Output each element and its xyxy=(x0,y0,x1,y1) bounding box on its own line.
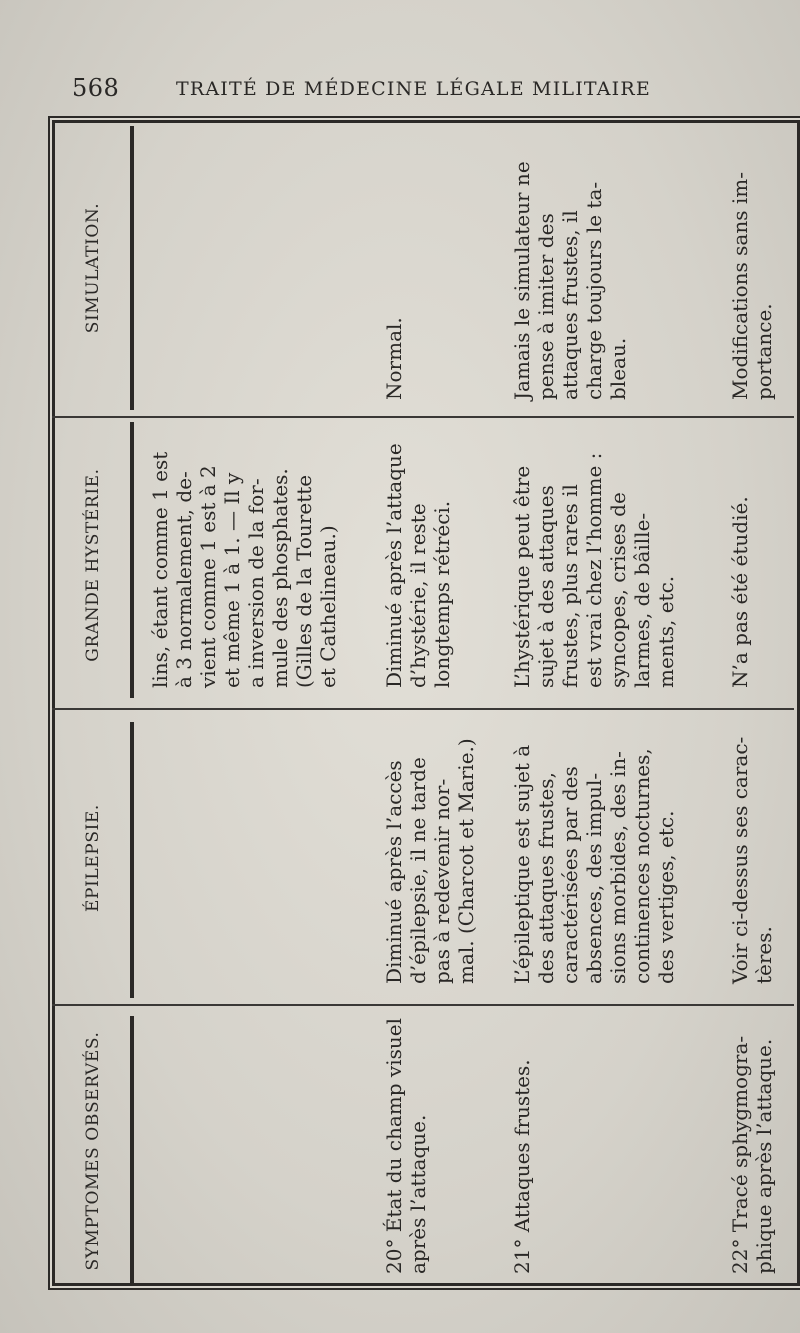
column-header-epilepsie: ÉPILEPSIE. xyxy=(83,804,103,912)
hysterie-cell: N’a pas été étudié. xyxy=(728,496,752,688)
symptom-cell: 21° Attaques frustes. xyxy=(510,1059,534,1274)
page-number: 568 xyxy=(72,74,120,102)
epilepsie-cell: L’épileptique est sujet à des attaques frustes, caractérisées par des absences, des impul- sions morbides, des in- continences nocturnes, des vertiges, etc. xyxy=(510,744,678,984)
header-rule xyxy=(130,422,134,698)
simulation-cell: Normal. xyxy=(382,317,406,400)
column-header-hysterie: GRANDE HYSTÉRIE. xyxy=(83,468,103,662)
symptom-cell: 20° État du champ visuel après l’attaque. xyxy=(382,1017,430,1274)
header-rule xyxy=(130,722,134,998)
column-header-simulation: SIMULATION. xyxy=(83,202,103,334)
hysterie-cell: Diminué après l’attaque d’hystérie, il reste longtemps rétréci. xyxy=(382,443,454,688)
symptom-cell: 22° Tracé sphygmogra- phique après l’attaque. xyxy=(728,1035,776,1274)
column-divider xyxy=(52,1004,794,1006)
column-divider xyxy=(52,416,794,418)
rotated-table xyxy=(52,120,800,1286)
header-rule xyxy=(130,1016,134,1286)
epilepsie-cell: Diminué après l’accès d’épilepsie, il ne tarde pas à redevenir nor- mal. (Charcot et Marie.) xyxy=(382,738,478,984)
simulation-cell: Modifications sans im- portance. xyxy=(728,172,776,400)
simulation-cell: Jamais le simulateur ne pense à imiter des attaques frustes, il charge toujours le ta- bleau. xyxy=(510,161,630,400)
epilepsie-cell: Voir ci-dessus ses carac- tères. xyxy=(728,736,776,984)
hysterie-cell: L’hystérique peut être sujet à des attaques frustes, plus rares il est vrai chez l’homme : syncopes, crises de larmes, de bâille- ments, etc. xyxy=(510,452,678,688)
page-header xyxy=(66,72,666,108)
column-header-symptomes: SYMPTOMES OBSERVÉS. xyxy=(83,1031,103,1271)
header-rule xyxy=(130,126,134,410)
continuation-text: lins, étant comme 1 est à 3 normalement, de- vient comme 1 est à 2 et même 1 à 1. — Il y a inversion de la for- mule des phosphates. (Gilles de la Tourette et Cathelineau.) xyxy=(148,451,340,688)
running-title: TRAITÉ DE MÉDECINE LÉGALE MILITAIRE xyxy=(176,78,651,100)
column-divider xyxy=(52,708,794,710)
